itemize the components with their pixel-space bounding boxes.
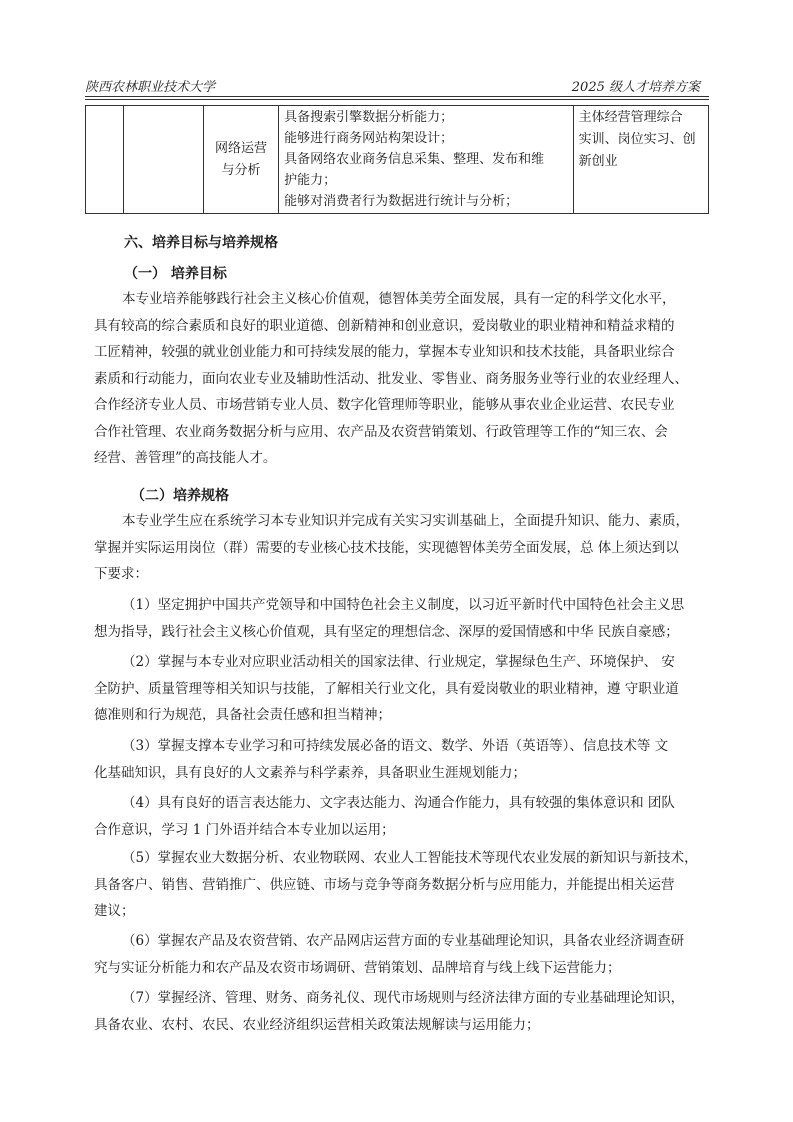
text-line: 本专业学生应在系统学习本专业知识并完成有关实习实训基础上，全面提升知识、能力、素质，: [122, 513, 689, 529]
spec-item-6: [94, 928, 718, 981]
ability-line: 具备网络农业商务信息采集、整理、发布和维: [284, 152, 545, 167]
text-line: （5）掌握农业大数据分析、农业物联网、农业人工智能技术等现代农业发展的新知识与新技术，: [122, 850, 698, 866]
header-rule-thin: [85, 99, 709, 100]
course-name-line: 网络运营: [214, 140, 267, 156]
text-line: （6）掌握农产品及农资营销、农产品网店运营方面的专业基础理论知识，具备农业经济调查研: [122, 933, 685, 949]
text-line: 究与实证分析能力和农产品及农资市场调研、营销策划、品牌培育与线上线下运营能力；: [94, 959, 621, 976]
course-table-continuation: [85, 105, 709, 214]
header-plan-title: 2025 级人才培养方案: [571, 80, 700, 95]
section-title: 六、培养目标与培养规格: [124, 235, 278, 251]
text-line: （1）坚定拥护中国共产党领导和中国特色社会主义制度，以习近平新时代中国特色社会主义思: [122, 597, 685, 613]
spec-item-1: [94, 592, 718, 645]
course-name-line: 与分析: [221, 162, 261, 178]
specs-intro-paragraph: [94, 508, 718, 588]
goals-paragraph: [94, 286, 718, 472]
text-line: 建议；: [94, 903, 135, 919]
subsection-title-goals: （一） 培养目标: [124, 266, 227, 282]
text-line: 下要求：: [94, 566, 148, 582]
table-cell-abilities: [279, 106, 573, 214]
table-cell-practice: [573, 106, 708, 214]
text-line: （4）具有良好的语言表达能力、文字表达能力、沟通合作能力，具有较强的集体意识和 团队: [122, 795, 675, 811]
practice-line: 实训、岗位实习、创: [578, 132, 696, 147]
ability-line: 能够对消费者行为数据进行统计与分析；: [284, 194, 519, 209]
text-line: 具有较高的综合素质和良好的职业道德、创新精神和创业意识，爱岗敬业的职业精神和精益求精的: [94, 317, 675, 334]
text-line: （2）掌握与本专业对应职业活动相关的国家法律、行业规定，掌握绿色生产、环境保护、 安: [122, 654, 675, 670]
text-line: 经营、善管理”的高技能人才。: [94, 450, 277, 466]
text-line: 德准则和行为规范，具备社会责任感和担当精神；: [94, 707, 391, 723]
spec-item-2: [94, 649, 718, 729]
text-line: 具备农业、农村、农民、农业经济组织运营相关政策法规解读与运用能力；: [94, 1016, 540, 1033]
text-line: 想为指导，践行社会主义核心价值观，具有坚定的理想信念、深厚的爱国情感和中华 民族自豪感；: [94, 623, 679, 640]
text-line: 化基础知识，具有良好的人文素养与科学素养，具备职业生涯规划能力；: [94, 764, 526, 781]
text-line: 工匠精神，较强的就业创业能力和可持续发展的能力，掌握本专业知识和技术技能，具备职业综合: [94, 344, 675, 360]
subsection-title-specs: （二）培养规格: [131, 488, 229, 504]
text-line: 具备客户、销售、营销推广、供应链、市场与竞争等商务数据分析与应用能力，并能提出相关运营: [94, 876, 675, 893]
spec-item-7: [94, 985, 718, 1038]
table-cell-empty: [124, 106, 204, 214]
text-line: 全防护、质量管理等相关知识与技能，了解相关行业文化，具有爱岗敬业的职业精神，遵 守职业道: [94, 680, 679, 697]
text-line: （7）掌握经济、管理、财务、商务礼仪、现代市场规则与经济法律方面的专业基础理论知识，: [122, 990, 685, 1006]
table-cell-empty: [86, 106, 124, 214]
ability-line: 能够进行商务网站构架设计；: [284, 131, 454, 146]
ability-line: 具备搜索引擎数据分析能力；: [284, 110, 454, 125]
practice-line: 主体经营管理综合: [578, 110, 683, 125]
header-school-name: 陕西农林职业技术大学: [85, 80, 216, 95]
text-line: （3）掌握支撑本专业学习和可持续发展必备的语文、数学、外语（英语等）、信息技术等 文: [122, 738, 669, 754]
text-line: 掌握并实际运用岗位（群）需要的专业核心技术技能，实现德智体美劳全面发展，总 体上须达到以: [94, 539, 679, 556]
ability-line: 护能力；: [284, 173, 337, 188]
practice-line: 新创业: [578, 154, 618, 169]
spec-item-3: [94, 733, 718, 786]
table-cell-course: [203, 106, 278, 214]
text-line: 合作经济专业人员、市场营销专业人员、数字化管理师等职业，能够从事农业企业运营、农民专业: [94, 397, 675, 413]
header-rule: [85, 96, 709, 97]
spec-item-4: [94, 790, 718, 843]
text-line: 本专业培养能够践行社会主义核心价值观，德智体美劳全面发展，具有一定的科学文化水平，: [122, 291, 676, 307]
table-row: [86, 106, 709, 214]
text-line: 合作社管理、农业商务数据分析与应用、农产品及农资营销策划、行政管理等工作的“知三农、会: [94, 423, 668, 440]
text-line: 素质和行动能力，面向农业专业及辅助性活动、批发业、零售业、商务服务业等行业的农业经理人、: [94, 370, 688, 387]
text-line: 合作意识，学习 1 门外语并结合本专业加以运用；: [94, 821, 395, 838]
spec-item-5: [94, 845, 718, 925]
